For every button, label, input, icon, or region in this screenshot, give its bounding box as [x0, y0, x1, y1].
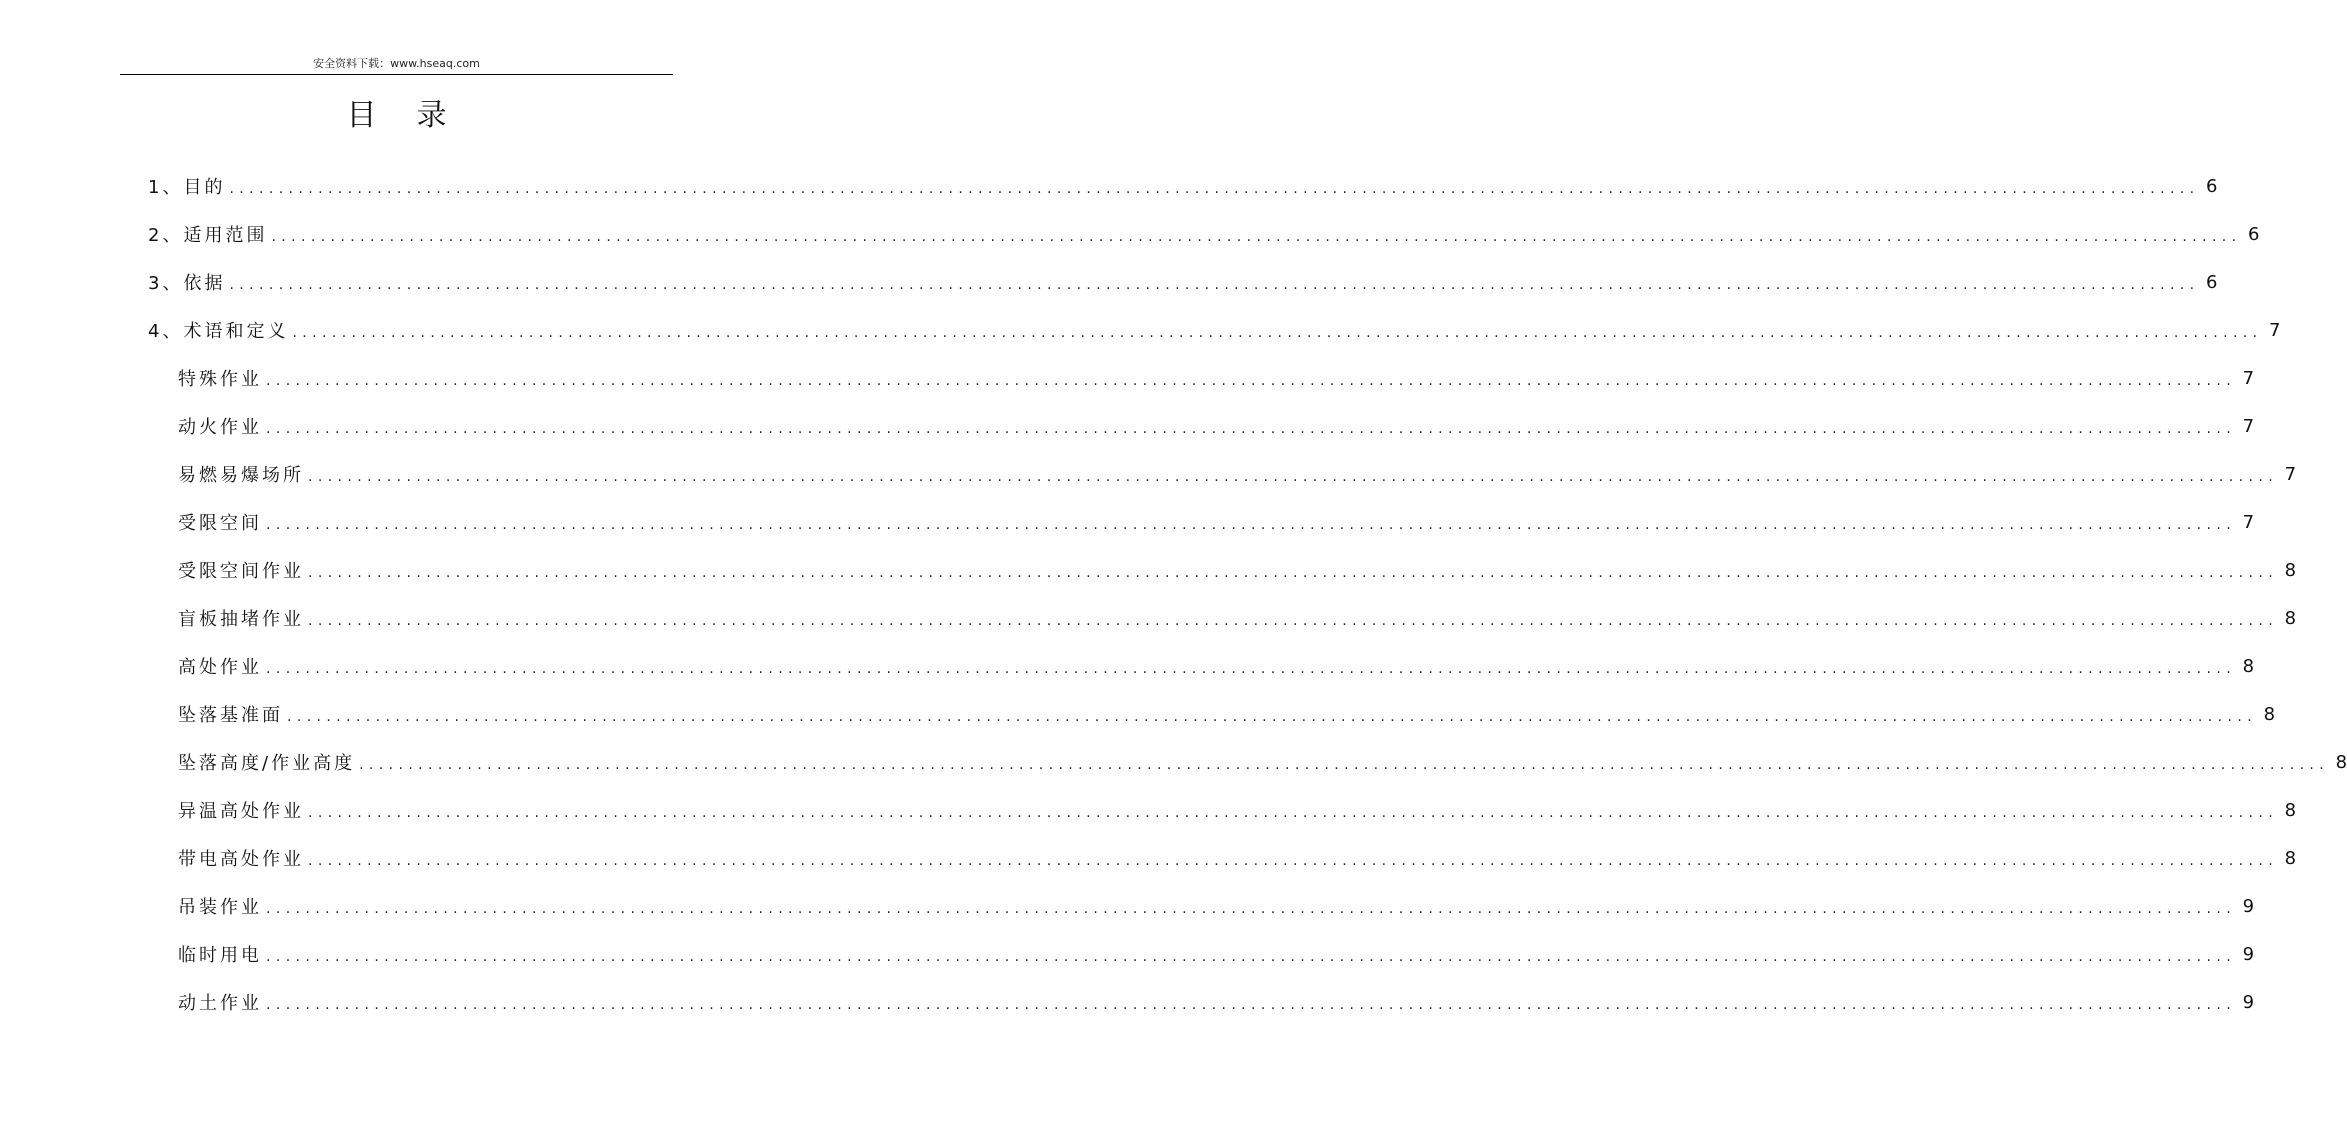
table-of-contents	[148, 162, 2347, 1026]
toc-dot-leader: ........................................................................................................................................................................................................	[266, 949, 2237, 965]
toc-entry[interactable]	[148, 162, 2218, 210]
toc-dot-leader: ........................................................................................................................................................................................................	[266, 421, 2237, 437]
toc-dot-leader: ........................................................................................................................................................................................................	[266, 997, 2237, 1013]
toc-entry[interactable]	[148, 210, 2260, 258]
toc-dot-leader: ........................................................................................................................................................................................................	[287, 709, 2258, 725]
toc-entry-label: 异温高处作业	[178, 801, 304, 822]
toc-entry-page-number: 6	[2206, 271, 2218, 293]
toc-entry-page-number: 7	[2242, 415, 2255, 437]
toc-entry-page-number: 9	[2242, 943, 2255, 965]
toc-dot-leader: ........................................................................................................................................................................................................	[308, 565, 2279, 581]
toc-entry-page-number: 8	[2284, 799, 2297, 821]
toc-entry-label: 坠落高度/作业高度	[178, 753, 356, 774]
toc-title: 目录	[346, 98, 487, 133]
toc-entry-page-number: 9	[2242, 895, 2255, 917]
toc-entry[interactable]	[148, 786, 2297, 834]
toc-dot-leader: ........................................................................................................................................................................................................	[229, 277, 2200, 293]
toc-entry-label: 吊装作业	[178, 897, 262, 918]
page-header: 安全资料下载：www.hseaq.com	[313, 57, 480, 70]
toc-entry-page-number: 6	[2248, 223, 2260, 245]
toc-dot-leader: ........................................................................................................................................................................................................	[308, 853, 2279, 869]
toc-dot-leader: ........................................................................................................................................................................................................	[308, 805, 2279, 821]
toc-entry-page-number: 8	[2335, 751, 2347, 773]
toc-dot-leader: ........................................................................................................................................................................................................	[308, 469, 2279, 485]
toc-entry-page-number: 8	[2284, 607, 2297, 629]
toc-entry[interactable]	[148, 354, 2255, 402]
toc-entry[interactable]	[148, 306, 2281, 354]
toc-entry-label: 易燃易爆场所	[178, 465, 304, 486]
toc-dot-leader: ........................................................................................................................................................................................................	[266, 373, 2237, 389]
toc-entry-label: 带电高处作业	[178, 849, 304, 870]
toc-entry-label: 动土作业	[178, 993, 262, 1014]
toc-entry-label: 受限空间作业	[178, 561, 304, 582]
toc-entry-label: 4、术语和定义	[148, 321, 289, 342]
toc-entry[interactable]	[148, 258, 2218, 306]
toc-dot-leader: ........................................................................................................................................................................................................	[266, 901, 2237, 917]
toc-entry-label: 2、适用范围	[148, 225, 268, 246]
toc-entry[interactable]	[148, 402, 2255, 450]
toc-entry-page-number: 7	[2269, 319, 2281, 341]
toc-entry-label: 高处作业	[178, 657, 262, 678]
toc-entry[interactable]	[148, 594, 2297, 642]
toc-entry-page-number: 8	[2242, 655, 2255, 677]
toc-entry-label: 坠落基准面	[178, 705, 283, 726]
toc-entry[interactable]	[148, 546, 2297, 594]
toc-entry[interactable]	[148, 834, 2297, 882]
toc-entry-page-number: 7	[2242, 367, 2255, 389]
toc-dot-leader: ........................................................................................................................................................................................................	[359, 757, 2330, 773]
toc-entry[interactable]	[148, 498, 2255, 546]
toc-entry[interactable]	[148, 930, 2255, 978]
toc-entry-label: 盲板抽堵作业	[178, 609, 304, 630]
toc-entry-label: 1、目的	[148, 177, 226, 198]
toc-entry-page-number: 6	[2206, 175, 2218, 197]
toc-dot-leader: ........................................................................................................................................................................................................	[308, 613, 2279, 629]
toc-entry-page-number: 8	[2284, 559, 2297, 581]
toc-dot-leader: ........................................................................................................................................................................................................	[271, 229, 2242, 245]
toc-entry-label: 3、依据	[148, 273, 226, 294]
toc-entry-page-number: 9	[2242, 991, 2255, 1013]
toc-entry[interactable]	[148, 882, 2255, 930]
toc-entry-page-number: 8	[2263, 703, 2276, 725]
toc-dot-leader: ........................................................................................................................................................................................................	[266, 661, 2237, 677]
toc-entry[interactable]	[148, 450, 2297, 498]
header-divider	[120, 74, 673, 75]
toc-entry[interactable]	[148, 738, 2347, 786]
toc-entry[interactable]	[148, 642, 2255, 690]
toc-entry-label: 特殊作业	[178, 369, 262, 390]
toc-entry[interactable]	[148, 978, 2255, 1026]
toc-dot-leader: ........................................................................................................................................................................................................	[229, 181, 2200, 197]
toc-entry-label: 临时用电	[178, 945, 262, 966]
toc-dot-leader: ........................................................................................................................................................................................................	[292, 325, 2263, 341]
toc-entry-label: 受限空间	[178, 513, 262, 534]
toc-dot-leader: ........................................................................................................................................................................................................	[266, 517, 2237, 533]
toc-entry-page-number: 7	[2284, 463, 2297, 485]
toc-entry[interactable]	[148, 690, 2276, 738]
toc-entry-page-number: 8	[2284, 847, 2297, 869]
toc-entry-label: 动火作业	[178, 417, 262, 438]
toc-entry-page-number: 7	[2242, 511, 2255, 533]
